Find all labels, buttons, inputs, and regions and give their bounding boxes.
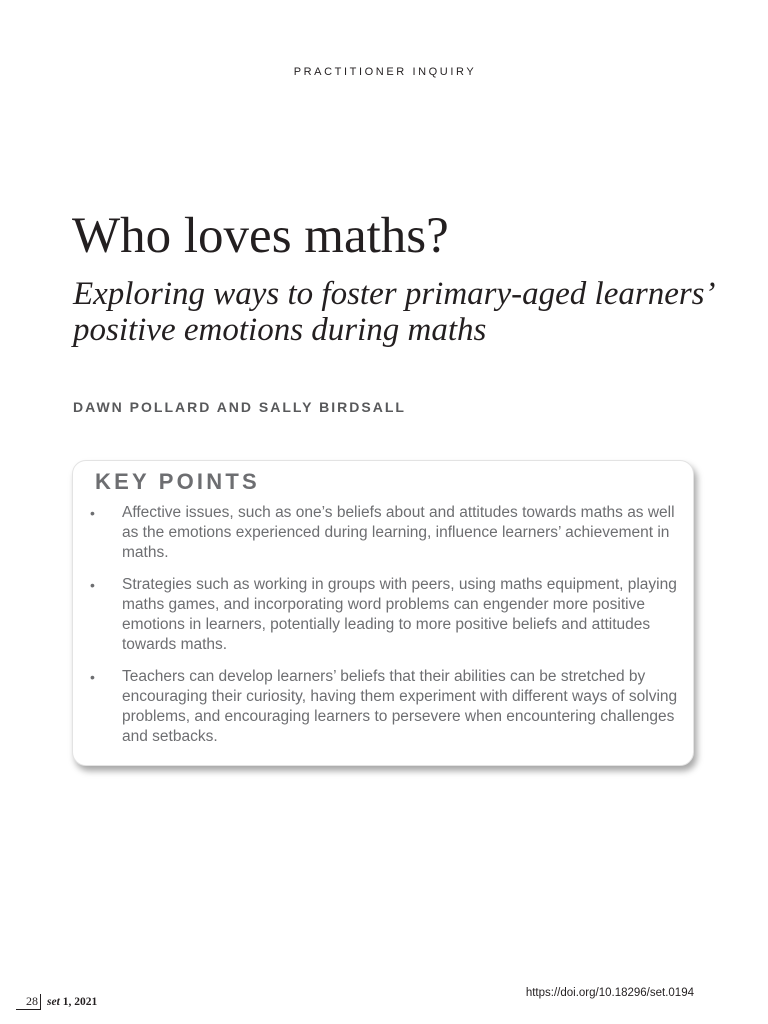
key-point-text: Strategies such as working in groups with peers, using maths equipment, playing maths games, and incorporating word problems can engender more positive emotions in learners, potentially leading to more positive beliefs and attitudes towards maths.: [122, 576, 677, 653]
article-subtitle: Exploring ways to foster primary-aged learners’ positive emotions during maths: [73, 276, 712, 348]
page-number: 28: [16, 994, 41, 1010]
key-point-item: [90, 575, 680, 655]
journal-name: set: [47, 996, 60, 1008]
article-title: Who loves maths?: [72, 208, 449, 264]
bullet-icon: •: [90, 505, 95, 521]
page-footer-left: [16, 988, 97, 1010]
key-point-item: [90, 503, 680, 563]
journal-issue: 1, 2021: [62, 996, 98, 1008]
bullet-icon: •: [90, 669, 95, 685]
bullet-icon: •: [90, 577, 95, 593]
key-points-box: [72, 460, 694, 766]
article-authors: DAWN POLLARD AND SALLY BIRDSALL: [73, 399, 406, 415]
key-point-item: [90, 667, 680, 747]
key-point-text: Affective issues, such as one’s beliefs about and attitudes towards maths as well as the emotions experienced during learning, influence learners’ achievement in maths.: [122, 504, 675, 561]
key-point-text: Teachers can develop learners’ beliefs that their abilities can be stretched by encouraging their curiosity, having them experiment with different ways of solving problems, and encouraging learners to persevere when encountering challenges and setbacks.: [122, 668, 678, 745]
key-points-list: [90, 503, 680, 759]
key-points-heading: KEY POINTS: [95, 469, 260, 494]
section-label: PRACTITIONER INQUIRY: [293, 66, 477, 78]
doi-link[interactable]: https://doi.org/10.18296/set.0194: [525, 987, 694, 999]
